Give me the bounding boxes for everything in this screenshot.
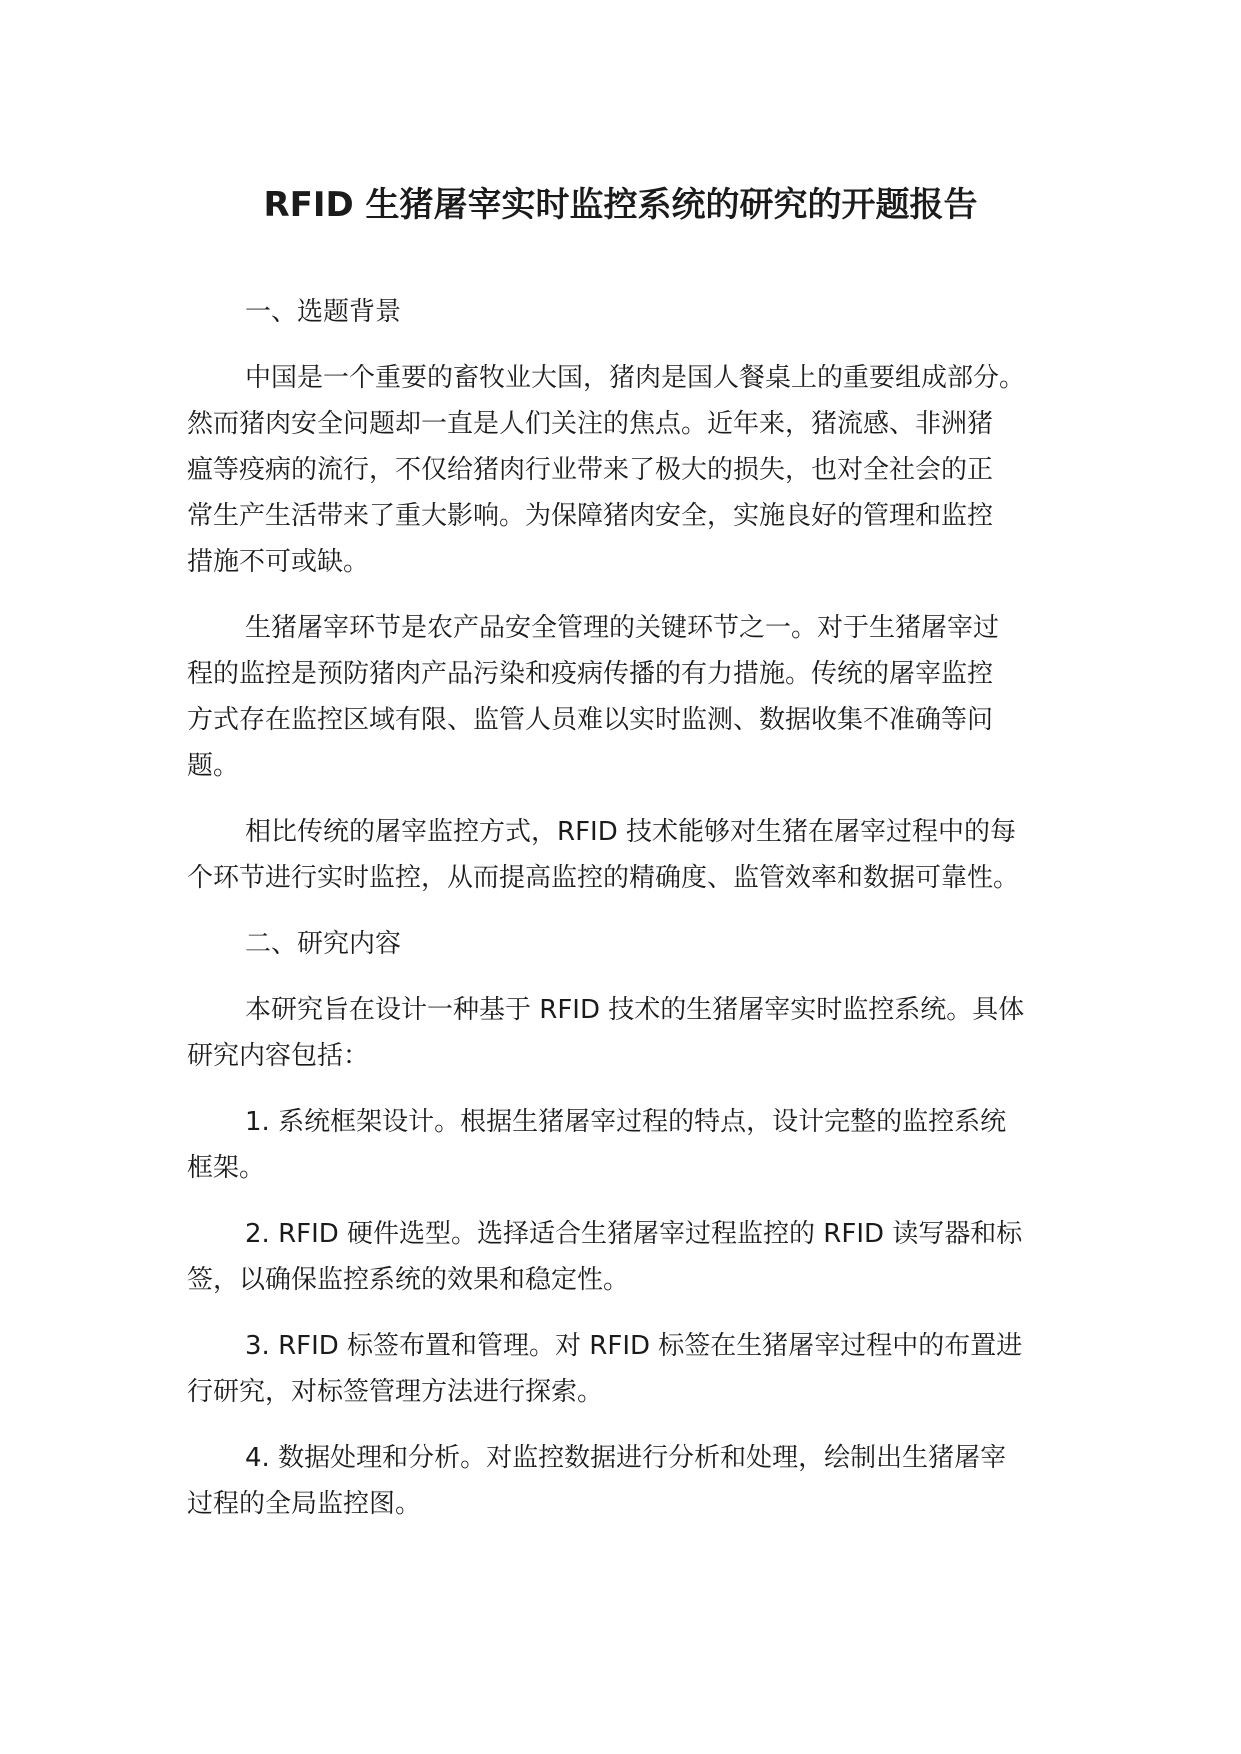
list-item-line: 过程的全局监控图。 xyxy=(187,1489,422,1519)
paragraph-line: 研究内容包括： xyxy=(187,1041,370,1071)
paragraph xyxy=(187,987,1077,1079)
list-item-line: 框架。 xyxy=(187,1153,266,1183)
section-heading-background xyxy=(187,289,1077,335)
list-item xyxy=(187,1323,1077,1415)
list-item-line: 4. 数据处理和分析。对监控数据进行分析和处理，绘制出生猪屠宰 xyxy=(245,1443,1007,1473)
paragraph xyxy=(187,809,1077,901)
paragraph-line: 本研究旨在设计一种基于 RFID 技术的生猪屠宰实时监控系统。具体 xyxy=(245,995,1025,1025)
heading-line: 二、研究内容 xyxy=(245,929,402,959)
list-item-line: 1. 系统框架设计。根据生猪屠宰过程的特点，设计完整的监控系统 xyxy=(245,1107,1007,1137)
paragraph-line: 生猪屠宰环节是农产品安全管理的关键环节之一。对于生猪屠宰过 xyxy=(245,613,1000,643)
paragraph-line: 方式存在监控区域有限、监管人员难以实时监测、数据收集不准确等问 xyxy=(187,705,994,735)
paragraph-line: 常生产生活带来了重大影响。为保障猪肉安全，实施良好的管理和监控 xyxy=(187,501,994,531)
list-item-line: 行研究，对标签管理方法进行探索。 xyxy=(187,1377,604,1407)
list-item xyxy=(187,1211,1077,1303)
document-body xyxy=(187,289,1077,1547)
paragraph-line: 措施不可或缺。 xyxy=(187,547,370,577)
paragraph-line: 中国是一个重要的畜牧业大国，猪肉是国人餐桌上的重要组成部分。 xyxy=(245,363,1026,393)
heading-line: 一、选题背景 xyxy=(245,297,402,327)
list-item-line: 2. RFID 硬件选型。选择适合生猪屠宰过程监控的 RFID 读写器和标 xyxy=(245,1219,1023,1249)
paragraph-line: 相比传统的屠宰监控方式，RFID 技术能够对生猪在屠宰过程中的每 xyxy=(245,817,1016,847)
list-item xyxy=(187,1435,1077,1527)
list-item-line: 3. RFID 标签布置和管理。对 RFID 标签在生猪屠宰过程中的布置进 xyxy=(245,1331,1023,1361)
paragraph-line: 程的监控是预防猪肉产品污染和疫病传播的有力措施。传统的屠宰监控 xyxy=(187,659,994,689)
section-heading-research-content xyxy=(187,921,1077,967)
document-title: RFID 生猪屠宰实时监控系统的研究的开题报告 xyxy=(263,185,978,225)
paragraph-line: 瘟等疫病的流行，不仅给猪肉行业带来了极大的损失，也对全社会的正 xyxy=(187,455,994,485)
paragraph-line: 然而猪肉安全问题却一直是人们关注的焦点。近年来，猪流感、非洲猪 xyxy=(187,409,994,439)
paragraph-line: 个环节进行实时监控，从而提高监控的精确度、监管效率和数据可靠性。 xyxy=(187,863,1020,893)
paragraph xyxy=(187,355,1077,585)
list-item-line: 签，以确保监控系统的效果和稳定性。 xyxy=(187,1265,630,1295)
paragraph xyxy=(187,605,1077,789)
list-item xyxy=(187,1099,1077,1191)
paragraph-line: 题。 xyxy=(187,751,240,781)
